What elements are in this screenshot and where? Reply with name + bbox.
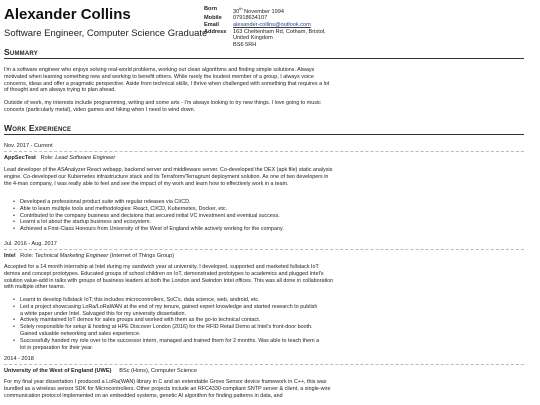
- edu-date: 2014 - 2018: [4, 356, 34, 362]
- list-item: • Learnt to develop fullstack IoT; this includes microcontrollers, SoC's, data science, web, android, etc.: [20, 297, 320, 304]
- candidate-name: Alexander Collins: [4, 6, 131, 23]
- job-role-line: AppSecTest Role: Lead Software Engineer: [4, 155, 116, 161]
- email-label: Email: [204, 22, 219, 29]
- list-item: • Contributed to the company business and decisions that secured initial VC investment and eventual success.: [20, 213, 320, 220]
- edu-institution: University of the West of England (UWE): [4, 368, 112, 374]
- address-label: Address: [204, 28, 227, 35]
- job-company: Intel: [4, 253, 16, 259]
- email-link[interactable]: alexander-collins@outlook.com: [233, 22, 311, 29]
- contact-address-row: [204, 29, 343, 49]
- work-rule: [4, 134, 524, 135]
- born-label: Born: [204, 6, 218, 12]
- job-role: Lead Software Engineer: [55, 155, 116, 161]
- job-description: Lead developer of the ASAnalyzer React webapp, backend server and middleware server. Co-developed the DEX (apk file) static analysis engine. Co-developed our Kubernetes infrastructure stack and its Terraform/Terragrunt deployment solution. As one of two developers in the 4-man company, I was really able to feel and see the impact of my work and learn how to effectively work in a team.: [4, 167, 333, 187]
- job-company: AppSecTest: [4, 155, 36, 161]
- job-date: Nov. 2017 - Current: [4, 143, 53, 149]
- contact-email-row: [204, 22, 343, 29]
- list-item: • Able to learn multiple tools and methodologies: React, CI/CD, Kubernetes, Docker, etc.: [20, 206, 320, 213]
- work-heading: Work Experience: [4, 123, 72, 133]
- list-item: • Developed a professional product suite with regular releases via CI/CD.: [20, 199, 320, 206]
- contact-mobile-row: [204, 15, 343, 22]
- summary-rule: [4, 58, 524, 59]
- summary-paragraph-1: I'm a software engineer who enjoys solving real-world problems, working out clean algorithms and finding simple solutions. Always motivated when learning something new and working to benefit others. While rarely the loudest member of a group, I always voice concerns, ideas and offer a pragmatic perspective. Aside from technical skills, I thrive when challenged with something that requires a lot of thought and am always trying to plan ahead.: [4, 67, 330, 94]
- summary-paragraph-2: Outside of work, my interests include programming, writing and some arts - I'm always looking to try new things. I love going to music concerts (particularly metal), video games and hiking when I need to wind down.: [4, 100, 321, 113]
- address-value: 163 Cheltenham Rd, Cotham, Bristol, United Kingdom BS6 5RH: [233, 28, 326, 48]
- born-value: 30th November 1994: [233, 6, 284, 15]
- list-item: • Actively maintained IoT demos for sales groups and worked with them as the go-to technical contact.: [20, 317, 320, 324]
- job-separator: [4, 151, 524, 152]
- mobile-value: 07918634107: [233, 15, 268, 22]
- job-bullets: [20, 199, 320, 233]
- job-role: Technical Marketing Engineer: [34, 253, 109, 259]
- list-item: • Achieved a First-Class Honours from University of the West of England while actively working for the company.: [20, 226, 320, 233]
- job-role-line: Intel Role: Technical Marketing Engineer (Internet of Things Group): [4, 253, 175, 259]
- list-item: • Solely responsible for setup & hosting at HPE Discover London (2016) for the RFID Retail Demo at Intel's front-door booth. Gained valuable networking and sales experience.: [20, 324, 320, 338]
- edu-degree: BSc (Hons), Computer Science: [119, 368, 197, 374]
- summary-heading: Summary: [4, 47, 38, 57]
- list-item: • Led a project showcasing LoRa/LoRaWAN at the end of my tenure, gained expert knowledge and started research to publish a white paper under Intel. Salvaged this for my university dissertation.: [20, 304, 320, 318]
- edu-line: [4, 368, 197, 374]
- job-date: Jul. 2016 - Aug. 2017: [4, 241, 57, 247]
- edu-separator: [4, 364, 524, 365]
- list-item: • Successfully handed my role over to the successor intern, managed and trained them for 2 months. Was able to teach them a lot in preparation for their year.: [20, 338, 320, 352]
- mobile-label: Mobile: [204, 15, 222, 22]
- job-separator: [4, 249, 524, 250]
- candidate-title: Software Engineer, Computer Science Graduate: [4, 28, 208, 39]
- edu-description: For my final year dissertation I produced a LoRa(WAN) library in C and an extendable Grove Sensor device framework in C++, this was bundled as a wireless sensor SDK for Microcontrollers. Other projects include an RFC4330-compliant SNTP server & client, a single-wire communication protocol implemented on an embedded systems, genetic AI algorithm for finding patterns in data, and: [4, 379, 331, 399]
- job-bullets: [20, 297, 320, 351]
- contact-born-row: [204, 6, 343, 15]
- job-description: Accepted for a 14 month internship at Intel during my sandwich year at university, I developed, supported and marketed fullstack IoT demos and concept prototypes. Educated groups of school children on IoT, demonstrated prototypes to academics and plugged Intel's solution value-add in talks with groups of business leaders at both the London and Swindon Intel offices. This was all done in collaboration with multiple other teams.: [4, 264, 334, 291]
- contact-block: [204, 6, 343, 48]
- list-item: • Learnt a lot about the startup business and ecosystem.: [20, 219, 320, 226]
